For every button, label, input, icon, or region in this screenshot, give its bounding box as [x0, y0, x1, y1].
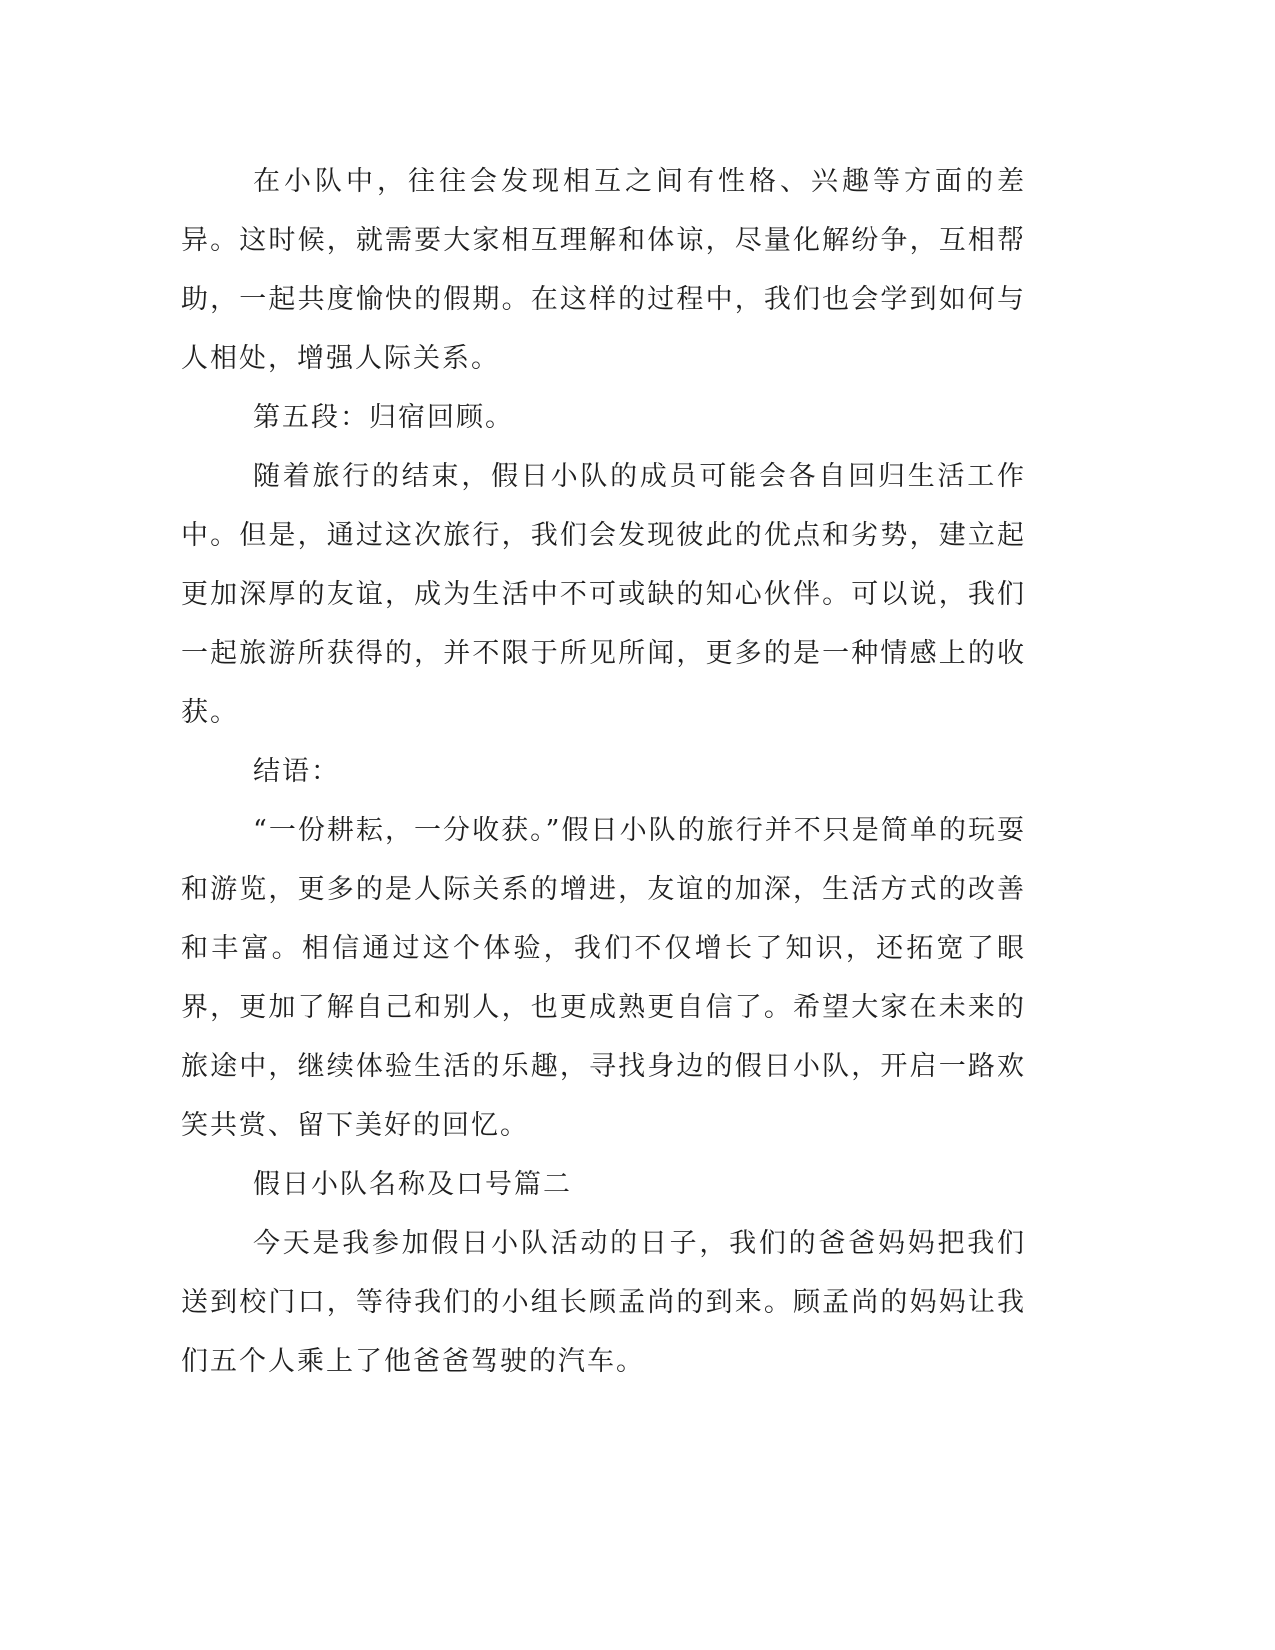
paragraph-conclusion: “一份耕耘，一分收获。”假日小队的旅行并不只是简单的玩耍和游览，更多的是人际关系的增进，友谊的加深，生活方式的改善和丰富。相信通过这个体验，我们不仅增长了知识，还拓宽了眼界，更加了解自己和别人，也更成熟更自信了。希望大家在未来的旅途中，继续体验生活的乐趣，寻找身边的假日小队，开启一路欢笑共赏、留下美好的回忆。 [181, 815, 1026, 1141]
article-title-two: 假日小队名称及口号篇二 [253, 1169, 572, 1200]
paragraph-return: 随着旅行的结束，假日小队的成员可能会各自回归生活工作中。但是，通过这次旅行，我们会发现彼此的优点和劣势，建立起更加深厚的友谊，成为生活中不可或缺的知心伙伴。可以说，我们一起旅游所获得的，并不限于所见所闻，更多的是一种情感上的收获。 [181, 461, 1026, 728]
paragraph-differences: 在小队中，往往会发现相互之间有性格、兴趣等方面的差异。这时候，就需要大家相互理解和体谅，尽量化解纷争，互相帮助，一起共度愉快的假期。在这样的过程中，我们也会学到如何与人相处，增强人际关系。 [181, 166, 1026, 374]
paragraph-article-two: 今天是我参加假日小队活动的日子，我们的爸爸妈妈把我们送到校门口，等待我们的小组长顾孟尚的到来。顾孟尚的妈妈让我们五个人乘上了他爸爸驾驶的汽车。 [181, 1228, 1026, 1377]
document-body [181, 152, 1026, 1391]
section-heading-five: 第五段：归宿回顾。 [253, 402, 514, 433]
conclusion-heading: 结语： [253, 756, 340, 787]
